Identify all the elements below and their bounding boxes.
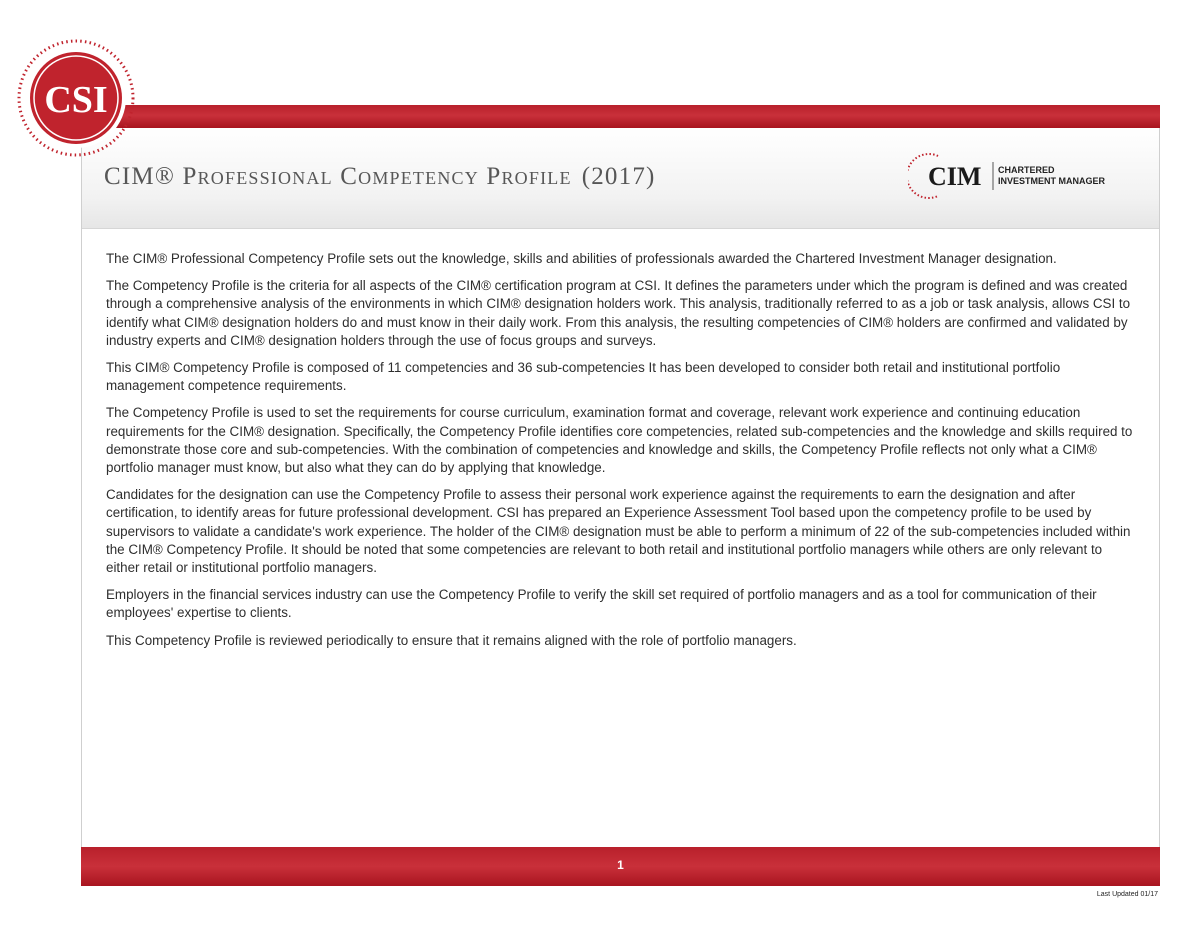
paragraph-criteria: The Competency Profile is the criteria for all aspects of the CIM® certification program at CSI. It defines the parameters under which the program is defined and was created through a comprehensive analysis of the environments in which CIM® designation holders work. This analysis, traditionally referred to as a job or task analysis, allows CSI to identify what CIM® designation holders do and must know in their daily work. From this analysis, the resulting competencies of CIM® holders are confirmed and validated by industry experts and CIM® designation holders through the use of focus groups and surveys. [106,278,1131,348]
paragraph-composition: This CIM® Competency Profile is composed of 11 competencies and 36 sub-competencies It has been developed to consider both retail and institutional portfolio management competence requirements. [106,360,1061,394]
paragraph-intro: The CIM® Professional Competency Profile sets out the knowledge, skills and abilities of professionals awarded the Chartered Investment Manager designation. [106,251,1057,266]
header-red-band [81,105,1160,128]
body-content [106,250,1138,659]
cim-logo [908,150,1138,200]
cim-logo-line2: INVESTMENT MANAGER [998,176,1106,186]
page-title [104,163,656,191]
csi-logo [14,36,138,160]
footer-red-band [81,847,1160,886]
paragraph-employers: Employers in the financial services industry can use the Competency Profile to verify the skill set required of portfolio managers and as a tool for communication of their employees' expertise to clients. [106,587,1097,621]
paragraph-requirements: The Competency Profile is used to set the requirements for course curriculum, examination format and coverage, relevant work experience and continuing education requirements for the CIM® designation. Specifically, the Competency Profile identifies core competencies, related sub-competencies and the knowledge and skills required to demonstrate those core and sub-competencies. With the combination of competencies and knowledge and skills, the Competency Profile reflects not only what a CIM® portfolio manager must know, but also what they can do by applying that knowledge. [106,405,1133,476]
csi-logo-text: CSI [44,79,108,121]
page-title-year: (2017) [581,163,656,190]
page-title-text: CIM® Professional Competency Profile [104,163,572,190]
cim-logo-line1: CHARTERED [998,165,1055,175]
paragraph-review: This Competency Profile is reviewed periodically to ensure that it remains aligned with the role of portfolio managers. [106,632,797,648]
page-number: 1 [617,858,624,872]
cim-logo-text: CIM [928,162,982,191]
paragraph-candidates: Candidates for the designation can use the Competency Profile to assess their personal work experience against the requirements to earn the designation and after certification, to identify areas for future professional development. CSI has prepared an Experience Assessment Tool based upon the competency profile to be used by supervisors to validate a candidate's work experience. The holder of the CIM® designation must be able to perform a minimum of 22 of the sub-competencies included within the CIM® Competency Profile. It should be noted that some competencies are relevant to both retail and institutional portfolio managers while others are only relevant to either retail or institutional portfolio managers. [106,487,1131,576]
last-updated: Last Updated 01/17 [1096,891,1158,898]
